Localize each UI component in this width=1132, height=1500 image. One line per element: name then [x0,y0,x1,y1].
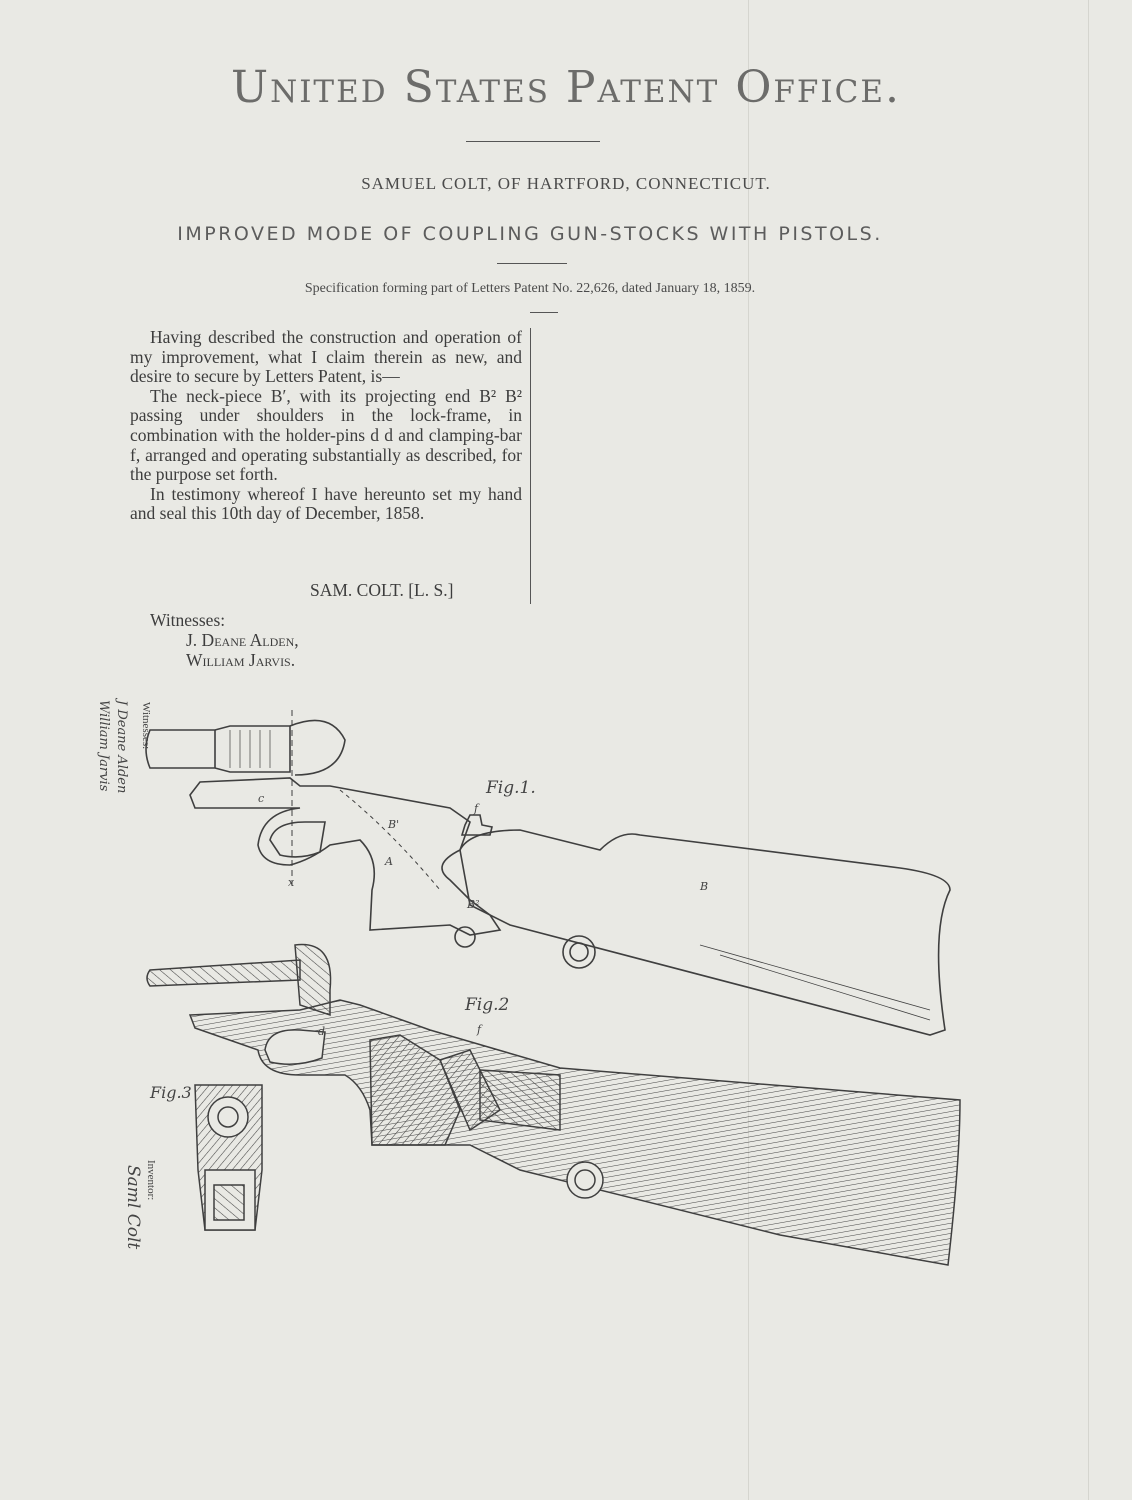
testimony: In testimony whereof I have hereunto set my hand and seal this 10th day of December, 1858. [130,483,522,524]
fig1-frame [190,778,500,935]
side-inventor-annotation [123,1160,157,1249]
figure-2 [147,945,960,1265]
column-rule [530,328,531,604]
witness-name: William Jarvis. [186,650,296,670]
fig2-trigger-guard [265,1030,325,1064]
figure-1 [146,710,950,1035]
patent-drawing [0,690,1132,1390]
specification-line: Specification forming part of Letters Patent No. 22,626, dated January 18, 1859. [304,281,756,296]
fig1-hammer [290,720,345,775]
fig1-label-x: x [288,876,295,889]
inventor-line: SAMUEL COLT, OF HARTFORD, CONNECTICUT. [361,174,771,193]
fig2-label: Fig.2 [465,995,510,1015]
witnesses-label: Witnesses: [150,610,226,630]
column-top-rule [530,312,558,313]
fig2-barrel [147,960,300,986]
side-witnesses-annotation [96,697,152,793]
side-witness-signature: William Jarvis [96,700,111,792]
claim-body: The neck-piece B′, with its projecting end B² B² passing under shoulders in the lock-frame, in combination with the holder-pins d d and clamping-bar f, arranged and operating substantially as described, for the purpose set forth. [130,385,522,485]
fig1-label-B2: B² [467,898,480,911]
side-witness-signature: J Deane Alden [114,700,129,794]
fig2-label-f: f [477,1023,482,1036]
fig1-label: Fig.1. [486,778,536,798]
inventor-signature: SAM. COLT. [L. S.] [310,580,454,600]
fig1-label-A: A [385,855,393,868]
fig1-label-c: c [258,792,265,805]
figure-3 [195,1085,262,1230]
title-rule [466,141,600,142]
side-witnesses-label: Witnesses: [140,702,152,750]
office-title: United States Patent Office. [230,62,901,113]
claim-intro: Having described the construction and operation of my improvement, what I claim therein as new, and desire to secure by Letters Patent, is— [130,327,522,387]
figure-1-labels [258,778,708,911]
fig1-lower-pin [455,927,475,947]
fig3-label: Fig.3 [150,1083,192,1102]
fig1-trigger-guard [270,822,325,857]
witnesses-block [150,610,299,670]
side-inventor-label: Inventor: [145,1160,157,1201]
subject-rule [497,263,567,264]
fig1-label-B: B [700,880,709,893]
witness-name: J. Deane Alden, [186,630,299,650]
claims-text [130,328,522,524]
fig1-label-f: f [474,802,479,815]
fig1-cylinder [146,726,290,772]
fig1-sling-ring [563,936,595,968]
side-inventor-signature: Saml Colt [123,1165,143,1250]
fig2-label-d: d [318,1025,326,1038]
fig1-stock [460,830,950,1035]
fig1-label-B1: B' [388,818,400,831]
patent-subject: IMPROVED MODE OF COUPLING GUN-STOCKS WITH PISTOLS. [177,223,883,245]
